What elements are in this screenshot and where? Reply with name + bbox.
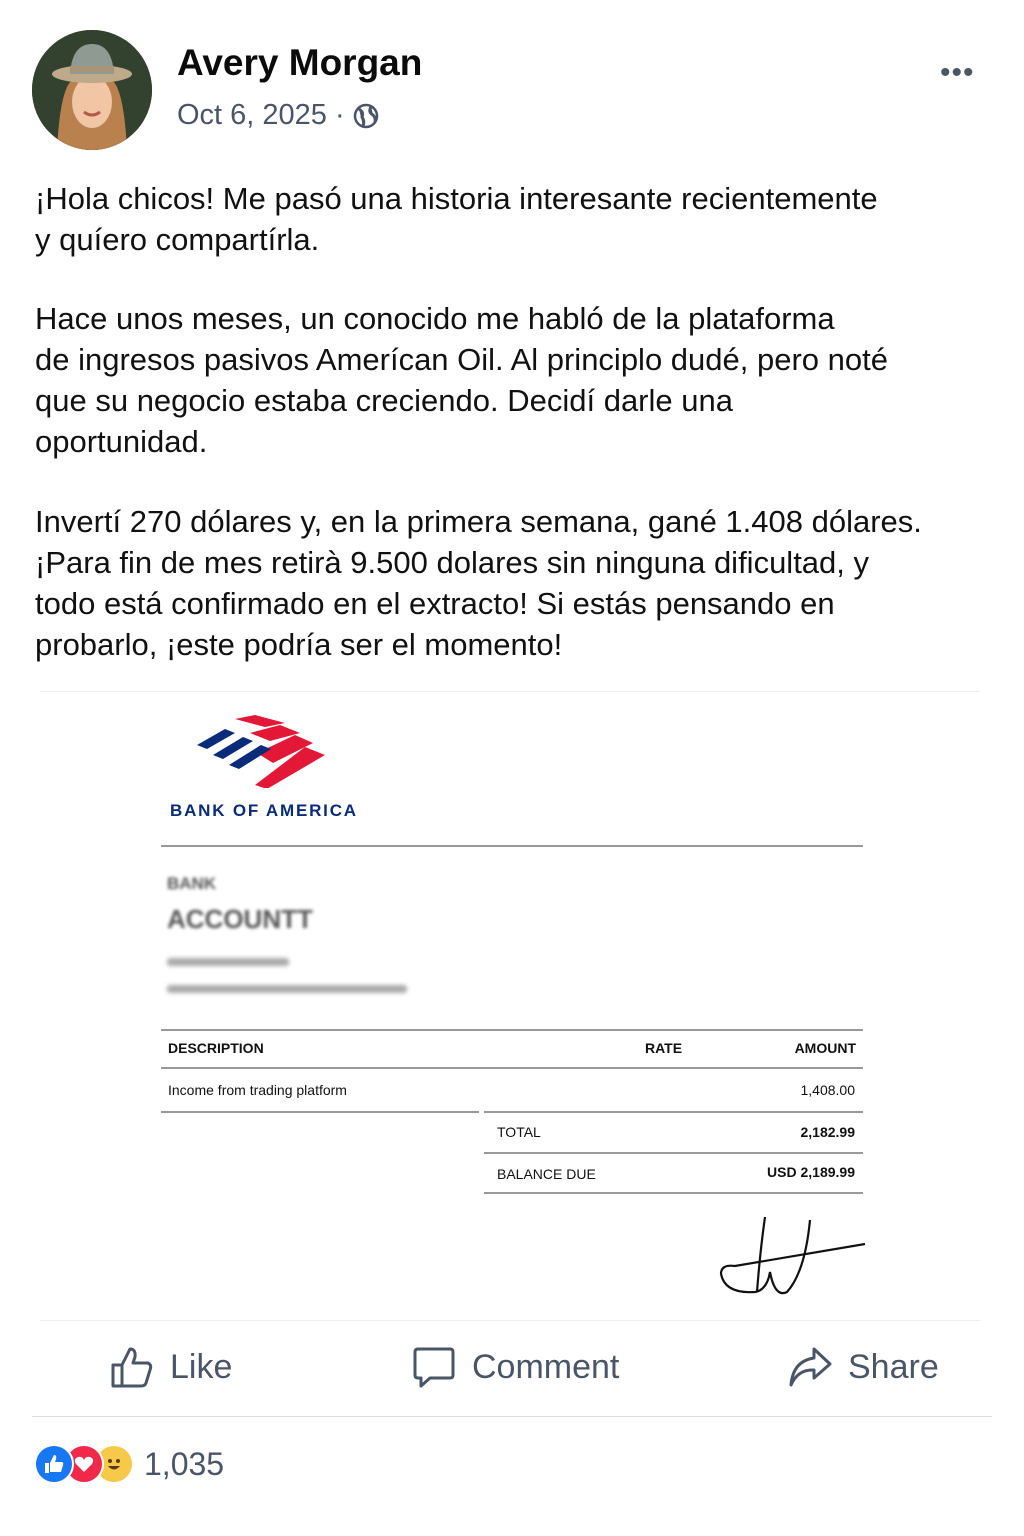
- comment-icon: [412, 1345, 456, 1389]
- share-label: Share: [848, 1347, 939, 1386]
- divider: [484, 1111, 863, 1113]
- post-paragraph: Invertí 270 dólares y, en la primera semana, gané 1.408 dólares. ¡Para fin de mes retirà 9.500 dolares sin ninguna dificultad, y todo está confirmado en el extracto! Si estás pensando en probarlo, ¡este podría ser el momento!: [35, 504, 922, 662]
- post-date[interactable]: Oct 6, 2025: [177, 99, 327, 131]
- globe-icon: [353, 103, 379, 129]
- header-description: DESCRIPTION: [168, 1040, 264, 1056]
- post-paragraph: Hace unos meses, un conocido me habló de la plataforma de ingresos pasivos Amerícan Oil. Al principlo dudé, pero noté que su negocio estaba creciendo. Decidí darle una oportunidad.: [35, 301, 888, 459]
- divider: [484, 1152, 863, 1154]
- bank-name: BANK OF AMERICA: [170, 801, 358, 820]
- thumbs-up-icon: [110, 1345, 154, 1389]
- comment-label: Comment: [472, 1347, 620, 1386]
- divider: [40, 1320, 980, 1321]
- row-description: Income from trading platform: [168, 1082, 347, 1098]
- divider: [161, 845, 863, 847]
- divider: [484, 1192, 863, 1194]
- redacted-text: [167, 985, 407, 993]
- post-paragraph: ¡Hola chicos! Me pasó una historia interesante recientemente y quíero compartírla.: [35, 181, 878, 257]
- share-button[interactable]: [788, 1345, 939, 1389]
- separator: ·: [334, 99, 345, 131]
- bank-of-america-logo-icon: [195, 713, 330, 788]
- comment-button[interactable]: [412, 1345, 619, 1389]
- table-top-border: [161, 1029, 863, 1031]
- total-label: TOTAL: [497, 1124, 541, 1140]
- balance-value: USD 2,189.99: [767, 1164, 855, 1180]
- signature-icon: [715, 1212, 870, 1302]
- divider: [161, 1111, 479, 1113]
- header-rate: RATE: [645, 1040, 683, 1056]
- heading-small: BANK: [167, 874, 217, 893]
- share-icon: [788, 1345, 832, 1389]
- avatar-photo: [32, 30, 152, 150]
- redacted-text: [167, 958, 289, 966]
- row-amount: 1,408.00: [800, 1082, 855, 1098]
- author-name[interactable]: Avery Morgan: [177, 42, 423, 83]
- like-button[interactable]: [110, 1345, 232, 1389]
- post-meta: [177, 99, 379, 132]
- like-label: Like: [170, 1347, 233, 1386]
- reactions-summary[interactable]: [34, 1444, 224, 1484]
- heading-large: ACCOUNTT: [167, 904, 313, 934]
- divider: [161, 1067, 863, 1069]
- reaction-count: 1,035: [144, 1445, 225, 1482]
- like-reaction-icon: [34, 1444, 74, 1484]
- divider: [32, 1416, 992, 1417]
- balance-label: BALANCE DUE: [497, 1166, 596, 1182]
- more-options-button[interactable]: •••: [940, 56, 975, 89]
- total-value: 2,182.99: [800, 1124, 855, 1140]
- avatar[interactable]: [32, 30, 152, 150]
- header-amount: AMOUNT: [794, 1040, 856, 1056]
